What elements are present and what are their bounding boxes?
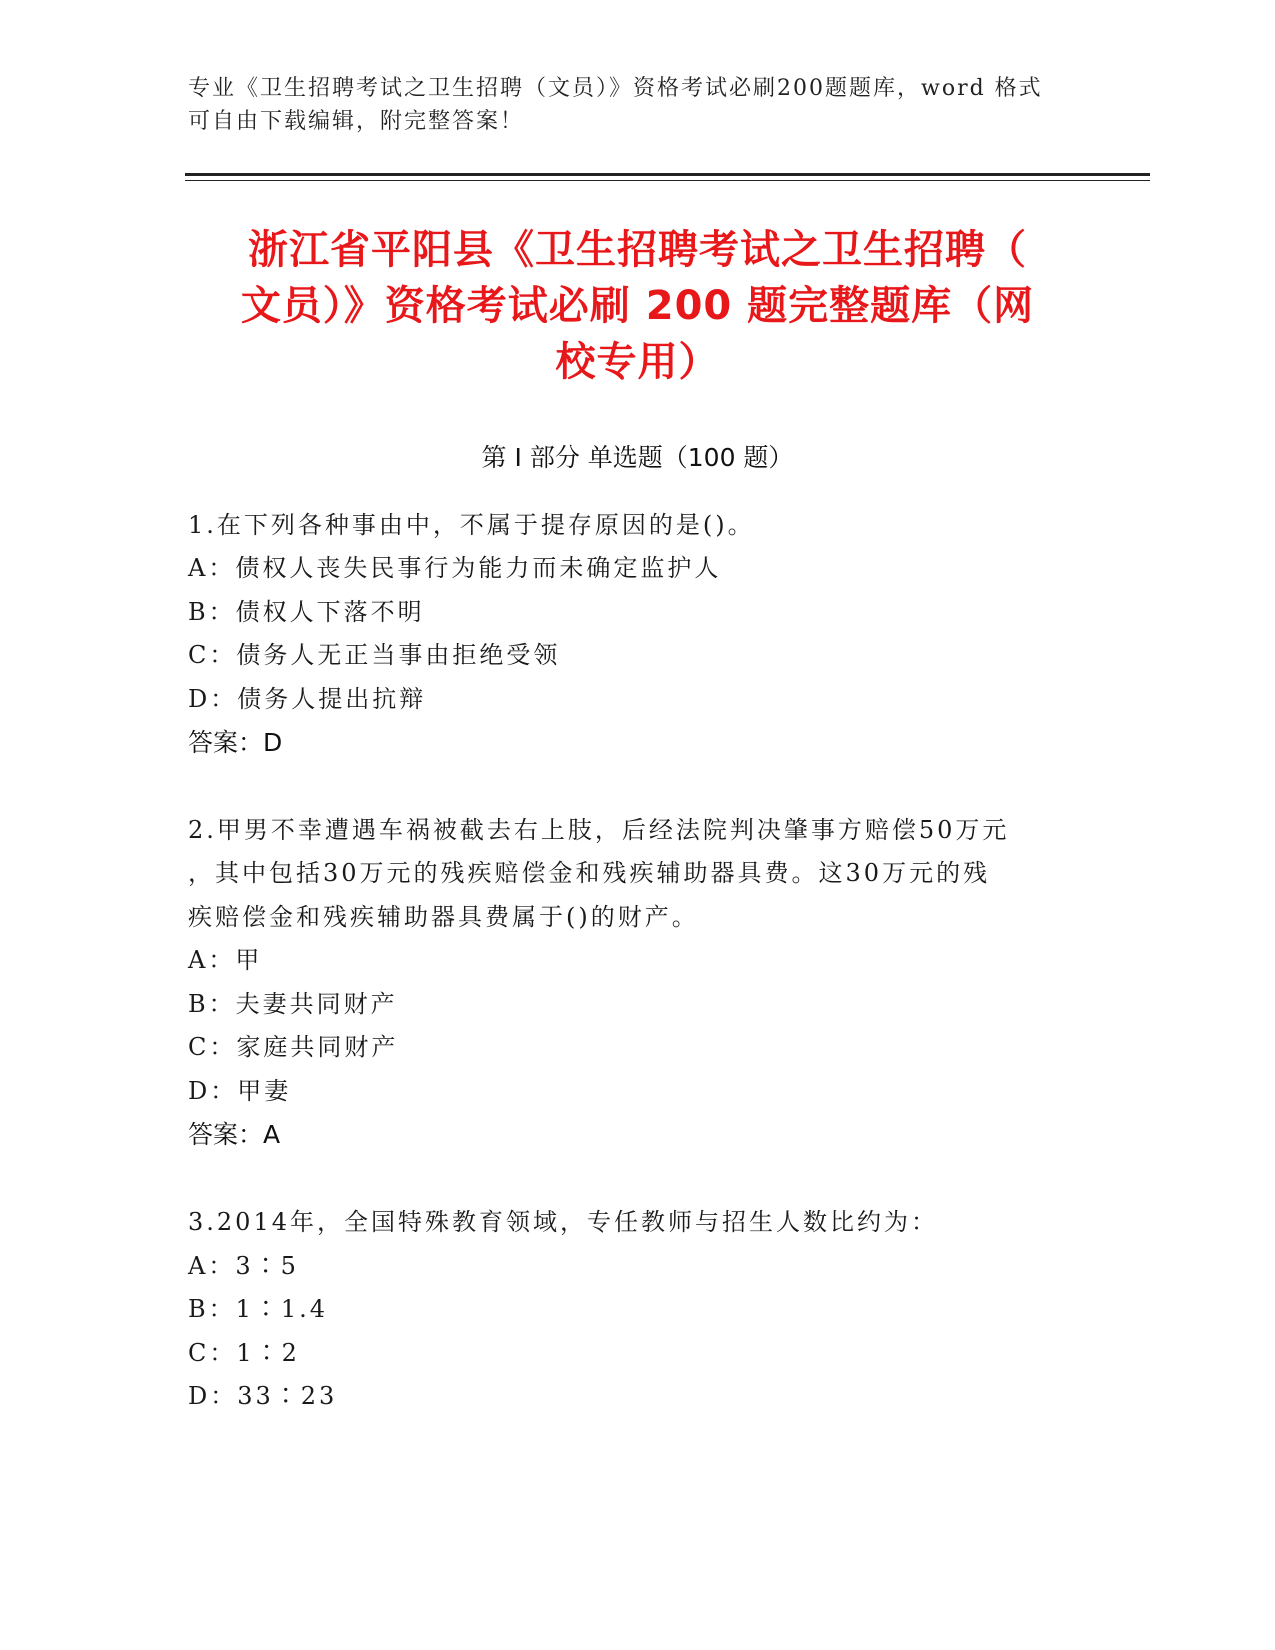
question-option: B：1∶1.4 xyxy=(188,1295,329,1323)
question-answer: 答案：A xyxy=(188,1120,281,1149)
header-note xyxy=(188,72,1068,138)
question-option: B：夫妻共同财产 xyxy=(188,990,398,1018)
question-option: C：债务人无正当事由拒绝受领 xyxy=(188,641,561,669)
header-note-line: 专业《卫生招聘考试之卫生招聘（文员）》资格考试必刷200题题库，word 格式 xyxy=(188,76,1043,101)
question-answer: 答案：D xyxy=(188,728,283,757)
header-divider-thin xyxy=(185,180,1150,181)
document-title-line: 浙江省平阳县《卫生招聘考试之卫生招聘（ xyxy=(248,227,1027,273)
document-title-line: 校专用） xyxy=(555,339,720,385)
document-title xyxy=(150,222,1125,390)
question-option: A：债权人丧失民事行为能力而未确定监护人 xyxy=(188,554,722,582)
question-stem: 2.甲男不幸遭遇车祸被截去右上肢，后经法院判决肇事方赔偿50万元 xyxy=(188,816,1010,844)
question-option: D：33∶23 xyxy=(188,1382,338,1410)
header-divider-thick xyxy=(185,173,1150,176)
question-option: C：家庭共同财产 xyxy=(188,1033,399,1061)
header-note-line: 可自由下载编辑，附完整答案！ xyxy=(188,109,525,134)
question-option: A：3∶5 xyxy=(188,1252,299,1280)
question-stem: 1.在下列各种事由中，不属于提存原因的是()。 xyxy=(188,511,755,539)
question-option: D：甲妻 xyxy=(188,1077,292,1105)
question-option: A：甲 xyxy=(188,946,263,974)
document-title-line: 文员）》资格考试必刷 200 题完整题库（网 xyxy=(240,283,1035,329)
question-stem: ，其中包括30万元的残疾赔偿金和残疾辅助器具费。这30万元的残 xyxy=(188,859,991,887)
question-option: C：1∶2 xyxy=(188,1339,300,1367)
section-heading: 第 I 部分 单选题（100 题） xyxy=(481,443,794,472)
question-option: B：债权人下落不明 xyxy=(188,598,425,626)
question-stem: 疾赔偿金和残疾辅助器具费属于()的财产。 xyxy=(188,903,699,931)
question-option: D：债务人提出抗辩 xyxy=(188,685,427,713)
question-stem: 3.2014年，全国特殊教育领域，专任教师与招生人数比约为： xyxy=(188,1208,938,1236)
